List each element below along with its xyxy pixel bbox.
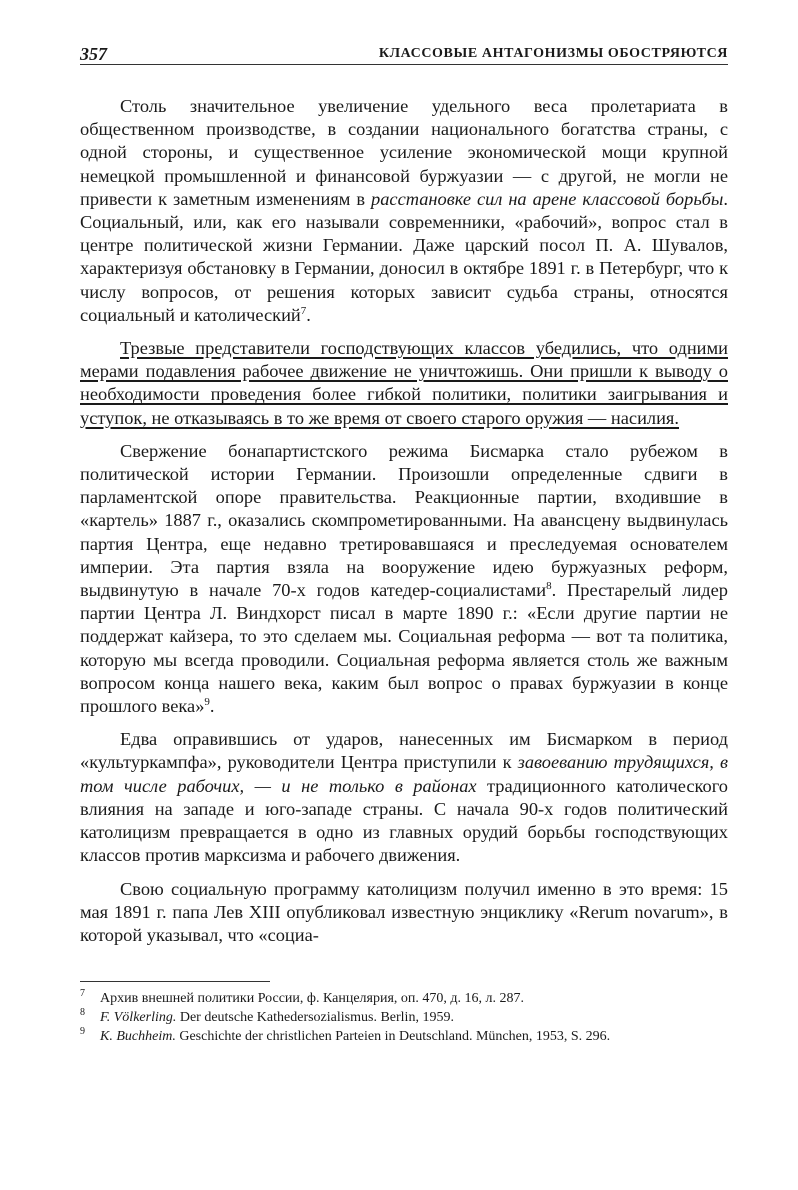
paragraph-3-end: . [209,696,215,717]
footnote-7: 7 Архив внешней политики России, ф. Канцелярия, оп. 470, д. 16, л. 287. [80,988,524,1007]
paragraph-3 [80,440,728,718]
paragraph-4 [80,728,728,867]
running-head [80,40,728,65]
paragraph-3-text-cont: . Престарелый лидер партии Центра Л. Виндхорст писал в марте 1890 г.: «Если другие партии не поддержат кайзера, то это сделаем мы. Социальная реформа — вот та политика, которую мы всегда проводили. Социальная реформа является столь же важным вопросом конца нашего века, каким был вопрос о правах буржуазии в конце прошлого века» [80,580,728,717]
footnote-author: K. Buchheim. [100,1029,176,1045]
footnote-8: 8 F. Völkerling. Der deutsche Kathedersozialismus. Berlin, 1959. [80,1007,454,1026]
paragraph-4-italic: завоеванию трудящихся, в том числе рабочих, — и не только в районах [80,752,728,796]
paragraph-3-text: Свержение бонапартистского режима Бисмарка стало рубежом в политической истории Германии. Произошли определенные сдвиги в парламентской опоре правительства. Реакционные партии, входившие в «картель» 1887 г., оказались скомпрометированными. На авансцену выдвинулась партия Центра, еще недавно третировавшаяся и преследуемая основателем империи. Эта партия взяла на вооружение идею буржуазных реформ, выдвинутую в начале 70-х годов катедер-социалистами [80,440,728,601]
paragraph-1-text: Столь значительное увеличение удельного веса пролетариата в общественном производстве, в создании национального богатства страны, с одной стороны, и существенное усиление экономической мощи крупной немецкой промышленной и финансовой буржуазии — с другой, не могли не привести к заметным изменениям в [80,96,728,209]
paragraph-1-italic: расстановке сил на арене классовой борьбы [371,188,724,209]
paragraph-4-text-cont: традиционного католического влияния на западе и юго-западе страны. С начала 90-х годов политический католицизм превращается в одно из главных орудий борьбы господствующих классов против марксизма и рабочего движения. [80,775,728,866]
footnote-text: Архив внешней политики России, ф. Канцелярия, оп. 470, д. 16, л. 287. [100,991,524,1007]
paragraph-4-text: Едва оправившись от ударов, нанесенных им Бисмарком в период «культуркампфа», руководители Центра приступили к [80,729,728,773]
footnote-text: Der deutsche Kathedersozialismus. Berlin, 1959. [176,1010,454,1026]
paragraph-5 [80,878,728,948]
running-title: КЛАССОВЫЕ АНТАГОНИЗМЫ ОБОСТРЯЮТСЯ [378,46,728,61]
footnote-text: Geschichte der christlichen Parteien in Deutschland. München, 1953, S. 296. [175,1029,611,1045]
paragraph-1-text-cont: . Социальный, или, как его называли современники, «рабочий», вопрос стал в центре политической жизни Германии. Даже царский посол П. А. Шувалов, характеризуя обстановку в Германии, доносил в октябре 1891 г. в Петербург, что к числу вопросов, от решения которых зависит судьба страны, относятся социальный и католический [80,188,728,325]
page-number: 357 [80,44,107,64]
paragraph-1 [80,95,728,327]
paragraph-2-text: Трезвые представители господствующих классов убедились, что одними мерами подавления рабочее движение не уничтожишь. Они пришли к выводу о необходимости проведения более гибкой политики, политики заигрывания и уступок, не отказываясь в то же время от своего старого оружия — насилия. [80,338,728,428]
footnote-ref-9: 9 [204,695,210,708]
footnote-ref-8: 8 [546,579,552,592]
paragraph-2 [80,337,728,430]
paragraph-1-end: . [306,304,311,325]
book-page [80,40,728,1047]
footnote-author: F. Völkerling. [100,1010,177,1026]
paragraph-5-text: Свою социальную программу католицизм получил именно в это время: 15 мая 1891 г. папа Лев XIII опубликовал известную энциклику «Rerum novarum», в которой указывал, что «социа- [80,878,728,945]
footnote-divider [80,981,270,982]
footnote-ref-7: 7 [300,304,307,317]
footnote-9: 9 K. Buchheim. Geschichte der christlichen Parteien in Deutschland. München, 1953, S. 296. [80,1026,611,1045]
